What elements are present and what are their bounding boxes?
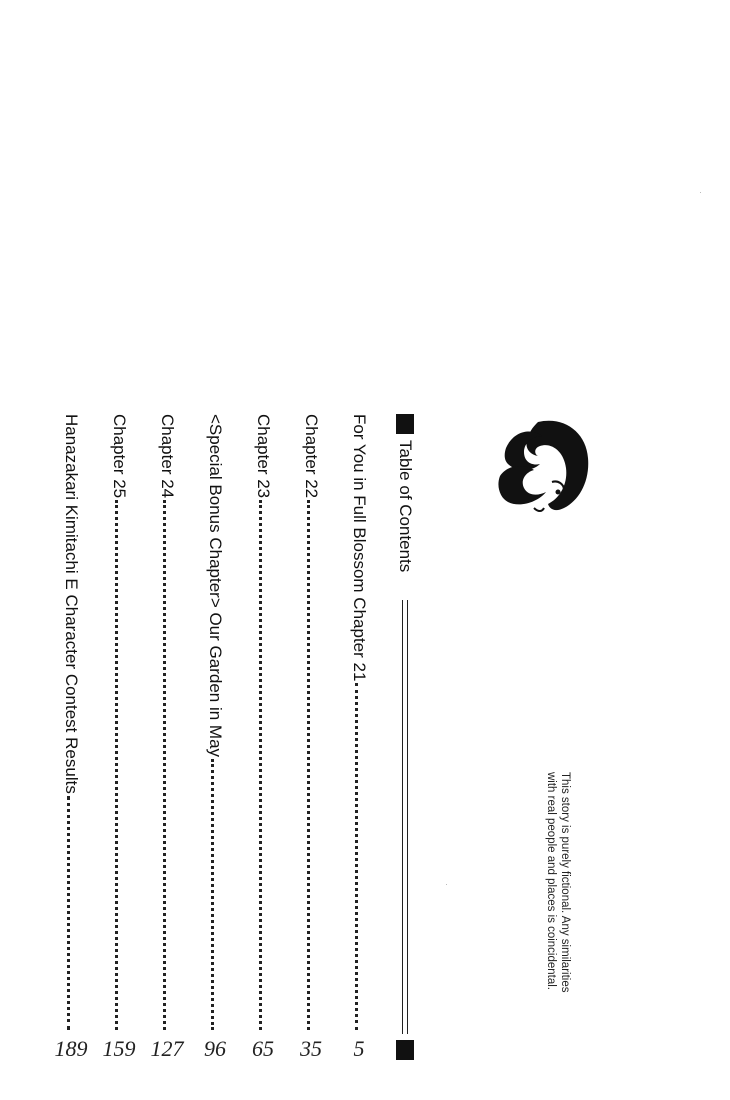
toc-page-number: 96: [204, 1036, 226, 1061]
toc-entry[interactable]: [344, 414, 374, 1054]
toc-entry-title: <Special Bonus Chapter> Our Garden in May: [206, 414, 225, 758]
stylized-face-logo: [494, 418, 590, 516]
toc-entry-title: For You in Full Blossom Chapter 21: [350, 414, 369, 682]
toc-page-number: 159: [102, 1036, 136, 1061]
toc-entry[interactable]: [296, 414, 326, 1054]
toc-entry-title: Chapter 24: [158, 414, 177, 499]
dot-leader: [260, 500, 263, 1030]
toc-page-number: 127: [150, 1036, 184, 1061]
toc-page-number: 5: [353, 1036, 365, 1061]
header-square-bottom: [396, 1040, 414, 1060]
toc-page-number: 35: [300, 1036, 322, 1061]
toc-page-number: 189: [54, 1036, 88, 1061]
disclaimer: [532, 772, 572, 1022]
toc-entry-title: Chapter 25: [110, 414, 129, 499]
toc-entry-title: Hanazakari Kimitachi E Character Contest Results: [62, 414, 81, 794]
toc-entry[interactable]: [104, 414, 134, 1054]
dot-leader: [116, 500, 119, 1030]
toc-page-number: 65: [252, 1036, 274, 1061]
toc-entry[interactable]: [56, 414, 86, 1054]
scan-speck: [446, 884, 447, 885]
toc-entry[interactable]: [200, 414, 230, 1054]
toc-entry[interactable]: [152, 414, 182, 1054]
toc-entry-title: Chapter 23: [254, 414, 273, 499]
scan-speck: [700, 192, 701, 193]
dot-leader: [68, 796, 71, 1030]
disclaimer-line-1: This story is purely fictional. Any similarities: [559, 772, 571, 993]
toc-heading: Table of Contents: [396, 440, 415, 573]
dot-leader: [308, 500, 311, 1030]
disclaimer-line-2: with real people and places is coincidental.: [545, 772, 557, 990]
header-double-rule: [402, 600, 408, 1034]
toc-entry[interactable]: [248, 414, 278, 1054]
toc-header: [390, 414, 420, 1064]
dot-leader: [164, 500, 167, 1030]
dot-leader: [212, 759, 215, 1030]
dot-leader: [356, 683, 359, 1030]
header-square-top: [396, 414, 414, 434]
toc-entry-title: Chapter 22: [302, 414, 321, 499]
